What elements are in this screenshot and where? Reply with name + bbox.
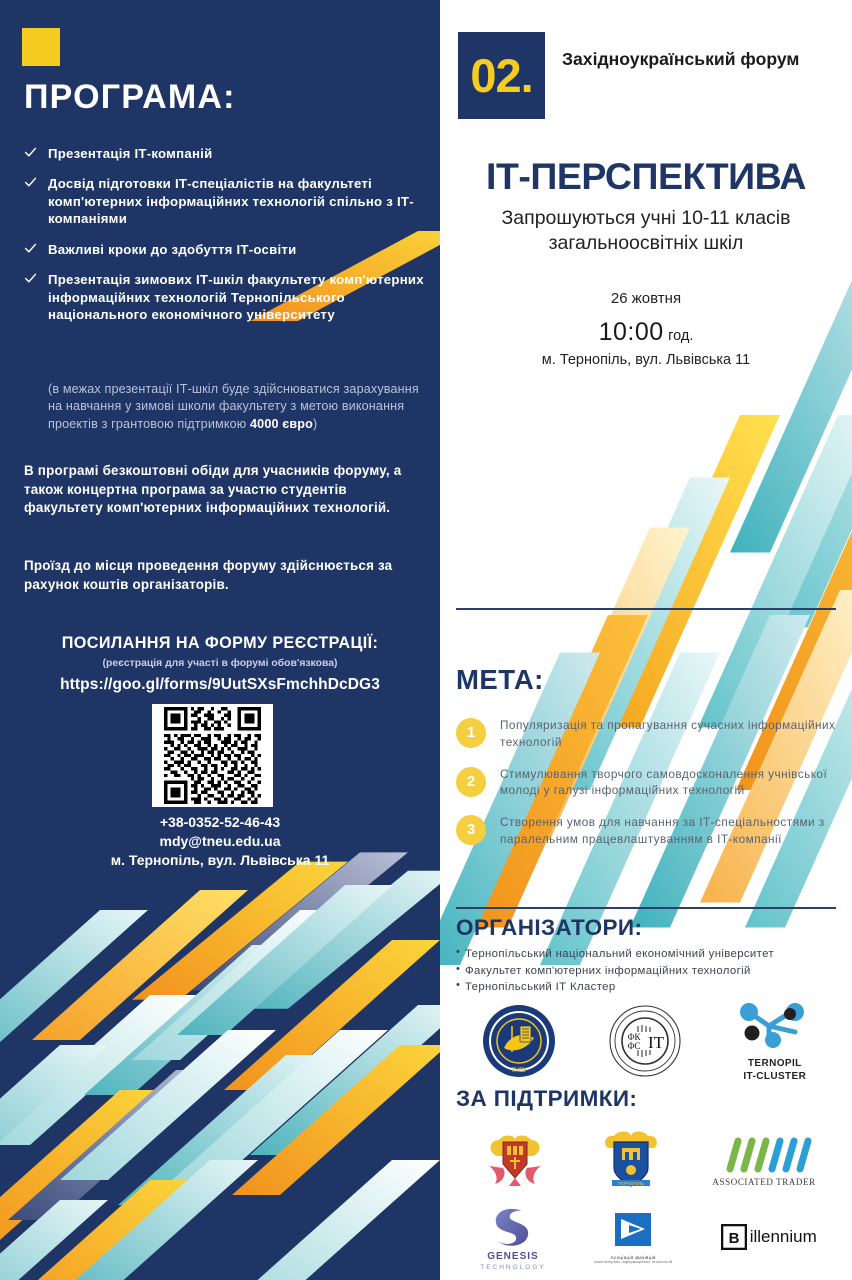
- grant-note-suffix: ): [312, 416, 318, 431]
- list-item: [24, 241, 424, 258]
- association-faculty-icon: [611, 1211, 655, 1253]
- billennium-caption: illennium: [749, 1227, 817, 1246]
- registration-url[interactable]: https://goo.gl/forms/9UutSXsFmchhDcDG3: [60, 676, 380, 693]
- list-item-label: Важливі кроки до здобуття ІТ-освіти: [48, 241, 297, 257]
- contact-email[interactable]: mdy@tneu.edu.ua: [159, 833, 281, 850]
- program-paragraph-1: В програмі безкоштовні обіди для учасників форуму, а також концертна програма за участю студентів факультету комп'ютерних інформаційних технологій.: [24, 463, 402, 515]
- meta-item-label: Створення умов для навчання за ІТ-спеціальностями з паралельним працевлаштуванням в ІТ-компанії: [500, 815, 825, 846]
- list-item: [24, 271, 424, 323]
- list-item: [456, 716, 836, 751]
- organizers-list: [456, 946, 841, 996]
- event-time-unit: год.: [668, 328, 694, 344]
- event-time: [440, 318, 852, 347]
- ternopil-region-coat-of-arms: [481, 1126, 549, 1190]
- grant-note-prefix: (в межах презентації ІТ-шкіл буде здійснюватися зарахування на навчання у зимові школи факультету з метою виконання проектів з грантовою підтримкою: [48, 382, 419, 431]
- svg-text:ФК: ФК: [627, 1032, 642, 1042]
- meta-item-label: Стимулювання творчого самовдосконалення учнівської молоді у галузі інформаційних технологій: [500, 766, 828, 798]
- program-title: ПРОГРАМА:: [24, 78, 236, 116]
- right-info-panel: [440, 0, 852, 1280]
- support-logos-row-1: [456, 1118, 841, 1198]
- list-item: • Тернопільський ІТ Кластер: [456, 979, 841, 996]
- divider: [456, 907, 836, 909]
- svg-text:B: B: [728, 1230, 740, 1247]
- program-list: [24, 145, 424, 336]
- check-icon: [24, 242, 37, 255]
- associated-trader-icon: [716, 1129, 812, 1175]
- accent-square: [22, 28, 60, 66]
- svg-text:ФС: ФС: [627, 1041, 642, 1051]
- grant-note: [48, 381, 424, 433]
- event-date: 26 жовтня: [610, 290, 682, 307]
- ternopil-it-cluster-icon: [735, 1000, 815, 1056]
- page-subtitle: Запрошуються учні 10-11 класів загальноосвітніх шкіл: [501, 207, 791, 254]
- meta-number-badge: 2: [456, 767, 486, 797]
- ternopil-city-coat-of-arms-icon: [600, 1126, 662, 1190]
- ternopil-it-cluster-caption-1: TERNOPIL: [747, 1058, 802, 1069]
- billennium-logo: [721, 1224, 817, 1250]
- ternopil-it-cluster-caption-2: IT-CLUSTER: [743, 1071, 807, 1082]
- genesis-caption-2: TECHNOLOGY: [480, 1264, 546, 1271]
- association-caption-2: комп'ютерних інформаційних технологій: [594, 1259, 673, 1264]
- ternopil-it-cluster-logo: [735, 1000, 815, 1082]
- meta-number-badge: 1: [456, 718, 486, 748]
- registration-heading: ПОСИЛАННЯ НА ФОРМУ РЕЄСТРАЦІЇ:: [61, 634, 379, 652]
- meta-list: [456, 716, 836, 862]
- check-icon: [24, 176, 37, 189]
- ternopil-city-coat-of-arms: [600, 1126, 662, 1190]
- list-item: [24, 145, 424, 162]
- meta-item-label: Популяризація та пропагування сучасних інформаційних технологій: [500, 718, 836, 749]
- program-paragraph-2: Проїзд до місця проведення форуму здійснюється за рахунок коштів організаторів.: [24, 558, 393, 592]
- association-faculty-logo: [594, 1211, 672, 1264]
- registration-note: (реєстрація для участі в форумі обов'язкова): [102, 658, 338, 669]
- list-item-label: Досвід підготовки ІТ-спеціалістів на факультеті комп'ютерних інформаційних технологій спільно з ІТ-компаніями: [48, 176, 414, 227]
- genesis-technology-icon: [484, 1203, 542, 1249]
- tneu-logo-icon: [482, 1004, 556, 1078]
- forum-number-badge: 02.: [458, 32, 545, 119]
- contact-phone[interactable]: +38-0352-52-46-43: [159, 814, 281, 830]
- list-item-label: Презентація ІТ-компаній: [48, 146, 213, 161]
- svg-text:ТНЕУ: ТНЕУ: [511, 1068, 528, 1074]
- forum-name: Західноукраїнський форум: [562, 49, 800, 69]
- qr-code-image: [155, 707, 270, 804]
- association-caption-1: Асоціація фахівців: [610, 1254, 656, 1260]
- page-title: ІТ-ПЕРСПЕКТИВА: [486, 155, 806, 197]
- ternopil-region-coat-of-arms-icon: [481, 1126, 549, 1190]
- support-heading: ЗА ПІДТРИМКИ:: [456, 1086, 638, 1111]
- list-item: [456, 765, 836, 800]
- svg-text:IT: IT: [648, 1033, 665, 1052]
- associated-trader-logo: [712, 1129, 815, 1187]
- meta-number-badge: 3: [456, 815, 486, 845]
- qr-code[interactable]: [152, 704, 273, 807]
- fkit-logo-icon: [608, 1004, 682, 1078]
- list-item-label: Презентація зимових ІТ-шкіл факультету комп'ютерних інформаційних технологій Тернопільського національного економічного університету: [48, 272, 424, 322]
- meta-heading: МЕТА:: [456, 664, 544, 695]
- genesis-caption-1: GENESIS: [487, 1251, 539, 1262]
- event-time-value: 10:00: [598, 318, 664, 346]
- contact-block: [0, 813, 440, 870]
- fkit-logo: [608, 1004, 682, 1078]
- divider: [456, 608, 836, 610]
- list-item: [456, 813, 836, 848]
- event-place: м. Тернопіль, вул. Львівська 11: [541, 352, 751, 368]
- associated-trader-caption: ASSOCIATED TRADER: [712, 1177, 816, 1187]
- genesis-technology-logo: [480, 1203, 546, 1271]
- support-logos-row-2: [456, 1198, 841, 1276]
- organizers-heading: ОРГАНІЗАТОРИ:: [456, 915, 643, 940]
- check-icon: [24, 146, 37, 159]
- check-icon: [24, 272, 37, 285]
- list-item: • Тернопільський національний економічний університет: [456, 946, 841, 963]
- list-item: [24, 175, 424, 227]
- grant-amount: 4000 євро: [250, 416, 313, 431]
- billennium-b-icon: [721, 1224, 747, 1250]
- svg-text:ТЕРНОПІЛЬ: ТЕРНОПІЛЬ: [617, 1181, 644, 1186]
- list-item: • Факультет комп'ютерних інформаційних технологій: [456, 963, 841, 980]
- contact-address: м. Тернопіль, вул. Львівська 11: [110, 852, 330, 869]
- tneu-logo: [482, 1004, 556, 1078]
- organizer-logos: [456, 995, 841, 1087]
